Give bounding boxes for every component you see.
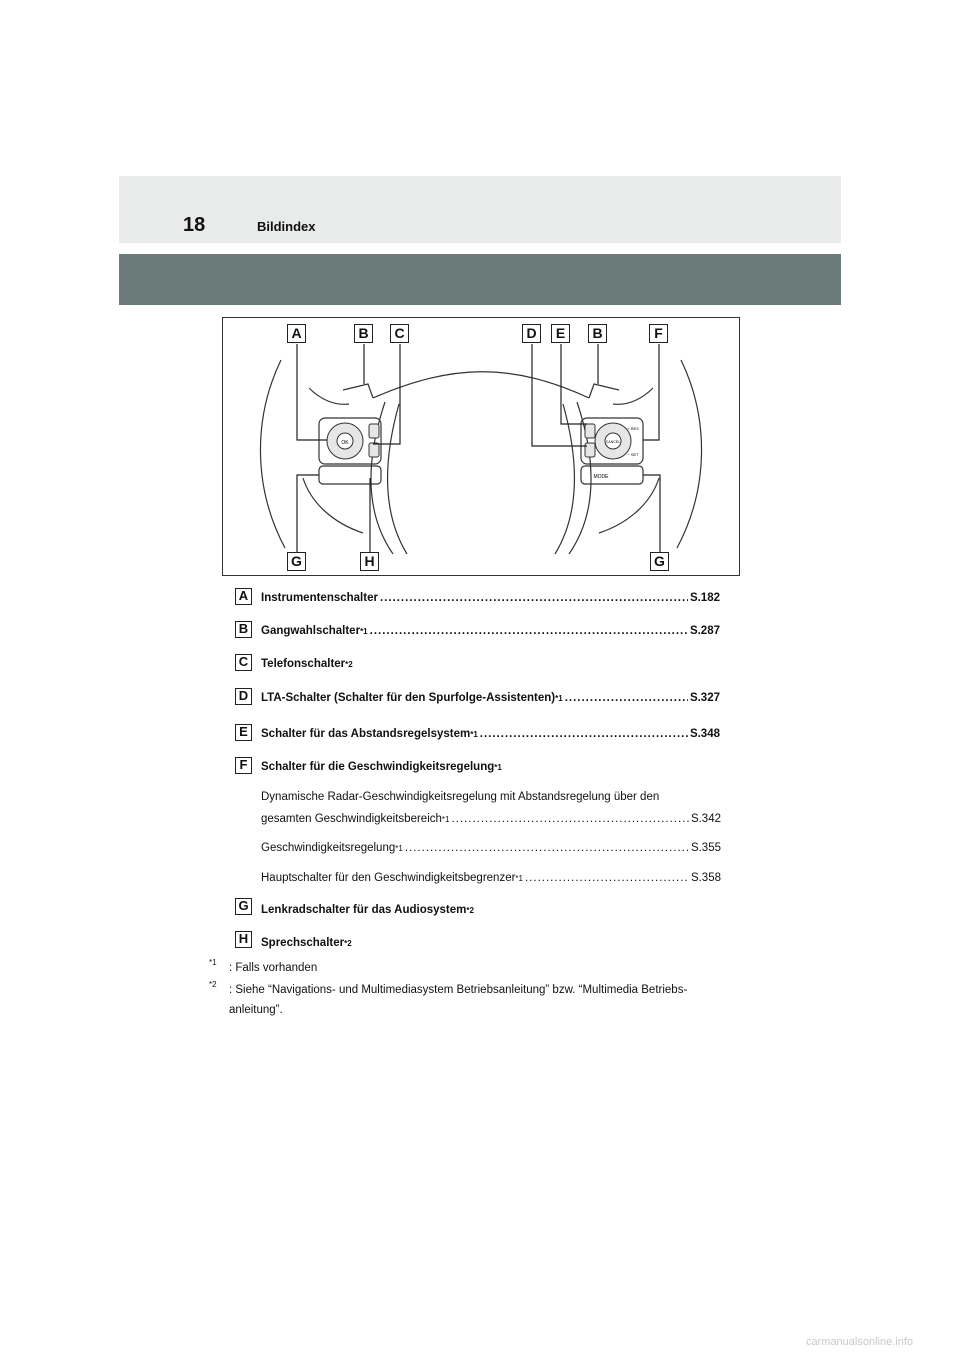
item-letter: E (235, 724, 252, 741)
subitem-label: gesamten Geschwindigkeitsbereich (261, 813, 442, 825)
item-letter: H (235, 931, 252, 948)
header-band (119, 176, 841, 243)
item-label: LTA-Schalter (Schalter für den Spurfolge-Assistenten) (261, 692, 556, 704)
subitem-text: Dynamische Radar-Geschwindigkeitsregelung mit Abstandsregelung über den (261, 791, 660, 803)
footnote-mark: *2 (209, 980, 217, 989)
footnote-ref: *1 (470, 730, 478, 739)
steering-wheel-illustration (223, 318, 739, 575)
footnote-text: : Falls vorhanden (229, 962, 318, 974)
footnote-ref: *2 (466, 906, 474, 915)
footnote-ref: *1 (494, 763, 502, 772)
callout-top-7: F (649, 324, 668, 343)
f-subitem-line1 (261, 791, 721, 803)
item-label: Schalter für das Abstandsregelsystem (261, 728, 471, 740)
item-letter: D (235, 688, 252, 705)
section-band (119, 254, 841, 305)
callout-bottom-1: G (287, 552, 306, 571)
footnote-ref: *1 (441, 815, 450, 824)
footnote-2 (209, 980, 749, 1016)
footnote-text-continued: anleitung”. (229, 1004, 283, 1016)
f-subitem-line3 (261, 842, 721, 854)
steering-wheel-figure (222, 317, 740, 576)
item-letter: C (235, 654, 252, 671)
callout-top-4: D (522, 324, 541, 343)
item-d (235, 688, 755, 710)
item-g (235, 898, 755, 920)
footnote-ref: *2 (344, 939, 352, 948)
item-page-ref[interactable]: S.348 (689, 728, 720, 740)
f-subitem-line4 (261, 872, 721, 884)
callout-top-3: C (390, 324, 409, 343)
subitem-page-ref[interactable]: S.358 (690, 872, 721, 884)
section-title: Bildindex (257, 219, 316, 234)
callout-top-2: B (354, 324, 373, 343)
item-label: Sprechschalter (261, 937, 345, 949)
subitem-page-ref[interactable]: S.355 (690, 842, 721, 854)
footnote-1 (209, 958, 749, 973)
item-letter: B (235, 621, 252, 638)
footnote-ref: *1 (360, 627, 368, 636)
callout-bottom-2: H (360, 552, 379, 571)
item-letter: A (235, 588, 252, 605)
item-page-ref[interactable]: S.182 (689, 592, 720, 604)
callout-top-5: E (551, 324, 570, 343)
item-page-ref[interactable]: S.327 (689, 692, 720, 704)
cancel-button-label: CANCEL (605, 440, 621, 444)
item-label: Instrumentenschalter (261, 592, 378, 604)
res-button-label: + RES (627, 426, 639, 431)
footnote-mark: *1 (209, 958, 217, 967)
item-c (235, 654, 755, 676)
callout-top-1: A (287, 324, 306, 343)
callout-bottom-3: G (650, 552, 669, 571)
item-page-ref[interactable]: S.287 (689, 625, 720, 637)
item-a (235, 588, 755, 610)
subitem-label: Hauptschalter für den Geschwindigkeitsbegrenzer (261, 872, 516, 884)
footnote-text: : Siehe “Navigations- und Multimediasystem Betriebsanleitung” bzw. “Multimedia Betriebs- (229, 984, 688, 996)
mode-button-label: MODE (593, 474, 609, 480)
subitem-label: Geschwindigkeitsregelung (261, 842, 396, 854)
f-subitem-line2 (261, 813, 721, 825)
item-b (235, 621, 755, 643)
item-label: Telefonschalter (261, 658, 346, 670)
item-letter: F (235, 757, 252, 774)
watermark: carmanualsonline.info (806, 1336, 914, 1348)
item-e (235, 724, 755, 746)
ok-button-label: OK (341, 440, 349, 446)
set-button-label: − SET (627, 452, 639, 457)
item-label: Lenkradschalter für das Audiosystem (261, 904, 467, 916)
callout-top-6: B (588, 324, 607, 343)
subitem-page-ref[interactable]: S.342 (690, 813, 721, 825)
item-letter: G (235, 898, 252, 915)
footnote-ref: *2 (345, 660, 353, 669)
item-label: Schalter für die Geschwindigkeitsregelung (261, 761, 495, 773)
footnote-ref: *1 (515, 874, 523, 883)
item-label: Gangwahlschalter (261, 625, 361, 637)
item-h (235, 931, 755, 953)
page-number: 18 (183, 214, 206, 236)
footnote-ref: *1 (555, 694, 563, 703)
footnote-ref: *1 (395, 844, 403, 853)
item-f (235, 757, 755, 779)
